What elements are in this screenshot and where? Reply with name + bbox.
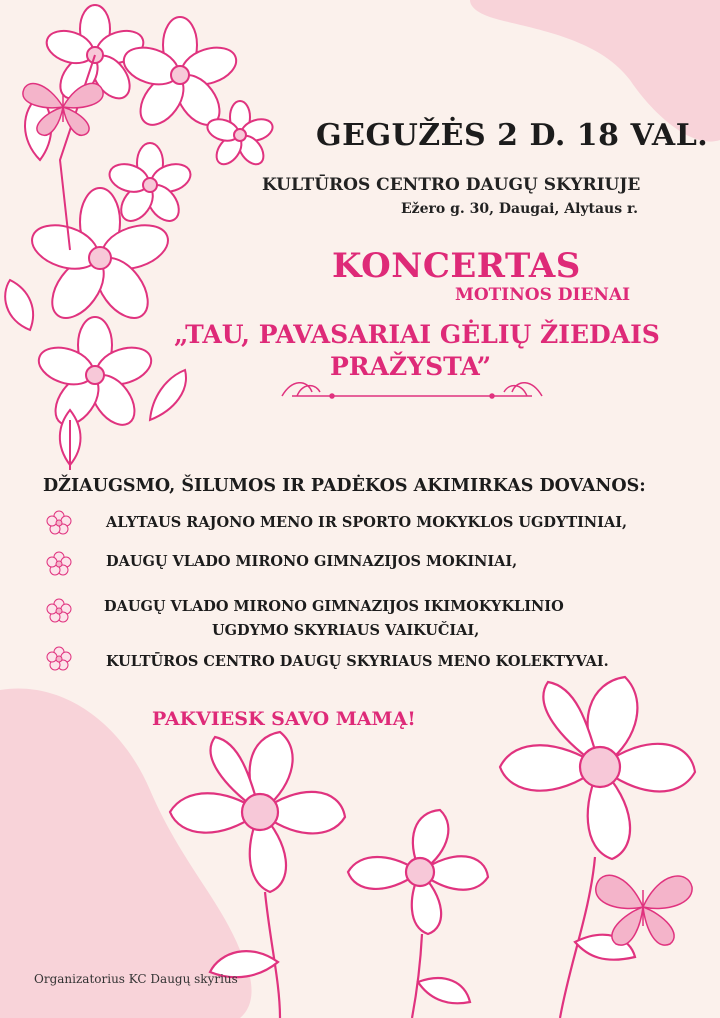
performers-intro: DŽIAUGSMO, ŠILUMOS IR PADĖKOS AKIMIRKAS DOVANOS: [43,476,646,496]
event-occasion: MOTINOS DIENAI [455,285,631,305]
butterfly-icon [588,862,698,952]
list-item-continued: UGDYMO SKYRIAUS VAIKUČIAI, [212,622,480,639]
flower-bullet-icon [45,509,73,537]
list-item: ALYTAUS RAJONO MENO IR SPORTO MOKYKLOS UGDYTINIAI, [106,514,628,531]
list-item: KULTŪROS CENTRO DAUGŲ SKYRIAUS MENO KOLEKTYVAI. [106,653,609,670]
flower-bullet-icon [45,550,73,578]
list-item: DAUGŲ VLADO MIRONO GIMNAZIJOS MOKINIAI, [106,553,518,570]
venue-name: KULTŪROS CENTRO DAUGŲ SKYRIUJE [262,175,641,195]
event-quote-line1: „TAU, PAVASARIAI GĖLIŲ ŽIEDAIS [174,320,660,349]
butterfly-icon [18,72,108,142]
venue-address: Ežero g. 30, Daugai, Alytaus r. [401,201,638,217]
flower-bullet-icon [45,597,73,625]
event-date-time: GEGUŽĖS 2 D. 18 VAL. [316,118,709,153]
event-title: KONCERTAS [332,246,581,286]
organizer-text: Organizatorius KC Daugų skyrius [34,972,238,986]
event-quote-line2: PRAŽYSTA” [330,352,492,381]
list-item: DAUGŲ VLADO MIRONO GIMNAZIJOS IKIMOKYKLINIO [104,598,564,615]
flower-bullet-icon [45,645,73,673]
invitation-text: PAKVIESK SAVO MAMĄ! [152,708,416,730]
